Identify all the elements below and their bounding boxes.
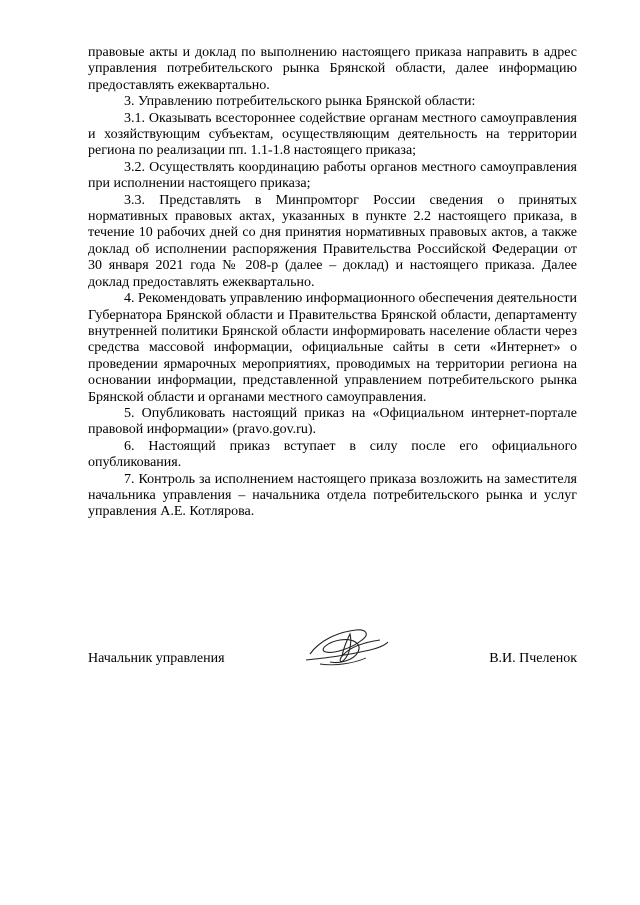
signature-block xyxy=(88,651,577,671)
paragraph-continuation: правовые акты и доклад по выполнению настоящего приказа направить в адрес управления потребительского рынка Брянской области, далее информацию предоставлять ежеквартально. xyxy=(88,45,577,93)
paragraph-item-3-3: 3.3. Представлять в Минпромторг России сведения о принятых нормативных правовых актах, указанных в пункте 2.2 настоящего приказа, в течение 10 рабочих дней со дня принятия нормативных правовых актов, а также доклад об исполнении распоряжения Правительства Российской Федерации от 30 января 2021 года № 208-р (далее – доклад) и настоящего приказа. Далее доклад предоставлять ежеквартально. xyxy=(88,192,577,290)
paragraph-item-4: 4. Рекомендовать управлению информационного обеспечения деятельности Губернатора Брянской области и Правительства Брянской области, департаменту внутренней политики Брянской области информировать население области через средства массовой информации, официальные сайты в сети «Интернет» о проведении ярмарочных мероприятиях, проводимых на территории региона на основании информации, представленной управлением потребительского рынка Брянской области и органами местного самоуправления. xyxy=(88,291,577,405)
paragraph-item-7: 7. Контроль за исполнением настоящего приказа возложить на заместителя начальника управления – начальника отдела потребительского рынка и услуг управления А.Е. Котлярова. xyxy=(88,471,577,520)
paragraph-item-3-2: 3.2. Осуществлять координацию работы органов местного самоуправления при исполнении настоящего приказа; xyxy=(88,159,577,192)
signer-name: В.И. Пчеленок xyxy=(489,651,577,666)
paragraph-item-3: 3. Управлению потребительского рынка Брянской области: xyxy=(124,94,476,110)
paragraph-item-6: 6. Настоящий приказ вступает в силу после его официального опубликования. xyxy=(88,438,577,471)
signer-title: Начальник управления xyxy=(88,651,225,666)
document-body xyxy=(88,45,577,521)
paragraph-item-3-1: 3.1. Оказывать всестороннее содействие органам местного самоуправления и хозяйствующим субъектам, осуществляющим деятельность на территории региона по реализации пп. 1.1-1.8 настоящего приказа; xyxy=(88,110,577,159)
paragraph-item-5: 5. Опубликовать настоящий приказ на «Официальном интернет-портале правовой информации» (pravo.gov.ru). xyxy=(88,405,577,438)
